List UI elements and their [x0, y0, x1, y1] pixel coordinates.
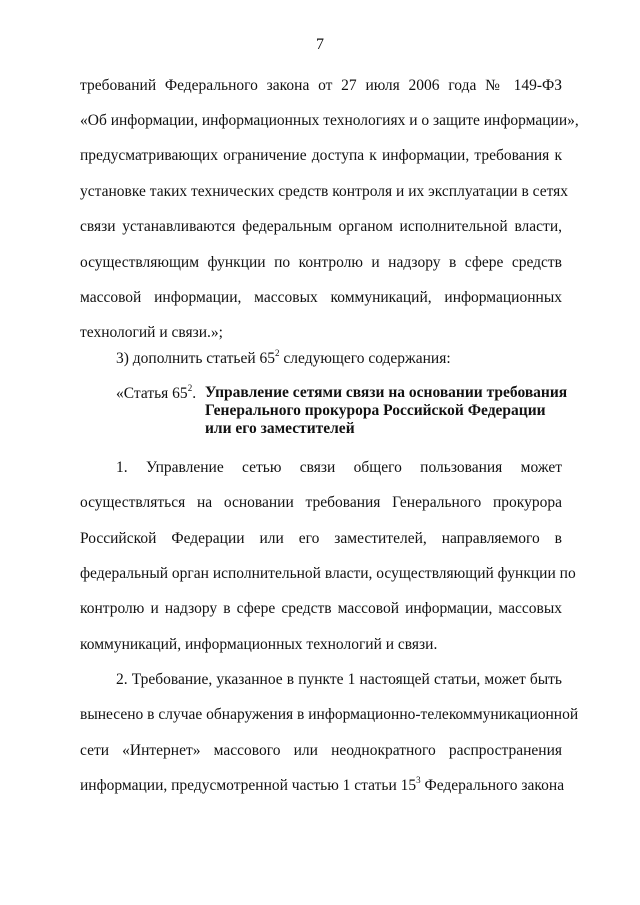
paragraph-2-line-2: вынесено в случае обнаружения в информационно-телекоммуникационной	[80, 706, 579, 723]
page-number: 7	[316, 36, 324, 53]
text-line-3: предусматривающих ограничение доступа к информации, требования к	[80, 147, 562, 164]
paragraph-1-line-2: осуществляться на основании требования Генерального прокурора	[80, 494, 562, 511]
text-line-8: технологий и связи.»;	[80, 324, 223, 341]
text-line-5: связи устанавливаются федеральным органом исполнительной власти,	[80, 218, 562, 235]
paragraph-2-line-1: 2. Требование, указанное в пункте 1 настоящей статьи, может быть	[116, 671, 562, 688]
paragraph-1-line-6: коммуникаций, информационных технологий и связи.	[80, 636, 438, 653]
item-3-line	[116, 349, 562, 369]
article-title-line-2: Генерального прокурора Российской Федерации	[205, 402, 546, 419]
text-line-6: осуществляющим функции по контролю и надзору в сфере средств	[80, 254, 562, 271]
text-line-1: требований Федерального закона от 27 июля 2006 года № 149-ФЗ	[80, 77, 562, 94]
item-3-prefix: 3) дополнить статьей 65	[116, 350, 276, 367]
item-3-suffix: следующего содержания:	[279, 350, 451, 367]
item-3-superscript: 2	[275, 347, 280, 358]
paragraph-1-line-3: Российской Федерации или его заместителей, направляемого в	[80, 530, 562, 547]
article-title-line-3: или его заместителей	[205, 420, 355, 437]
article-title-line-1: Управление сетями связи на основании требования	[205, 384, 568, 401]
paragraph-1-line-5: контролю и надзору в сфере средств массовой информации, массовых	[80, 600, 562, 617]
paragraph-1-line-4: федеральный орган исполнительной власти, осуществляющий функции по	[80, 565, 576, 582]
article-superscript: 2	[187, 382, 193, 393]
text-line-4: установке таких технических средств контроля и их эксплуатации в сетях	[80, 183, 569, 200]
article-heading-prefix	[116, 384, 196, 404]
article-title	[205, 384, 575, 438]
paragraph-2-superscript: 3	[416, 774, 421, 785]
text-line-7: массовой информации, массовых коммуникаций, информационных	[80, 289, 562, 306]
paragraph-1-line-1: 1. Управление сетью связи общего пользования может	[116, 459, 562, 476]
paragraph-2-line-4-suffix: Федерального закона	[420, 777, 565, 794]
paragraph-2-line-3: сети «Интернет» массового или неоднократного распространения	[80, 742, 562, 759]
paragraph-2-line-4	[80, 774, 565, 796]
text-line-2: «Об информации, информационных технологиях и о защите информации»,	[80, 112, 579, 129]
paragraph-2-line-4-prefix: информации, предусмотренной частью 1 статьи 15	[80, 777, 417, 794]
article-prefix-text: «Статья 65	[116, 385, 188, 402]
article-prefix-suffix: .	[192, 385, 197, 402]
